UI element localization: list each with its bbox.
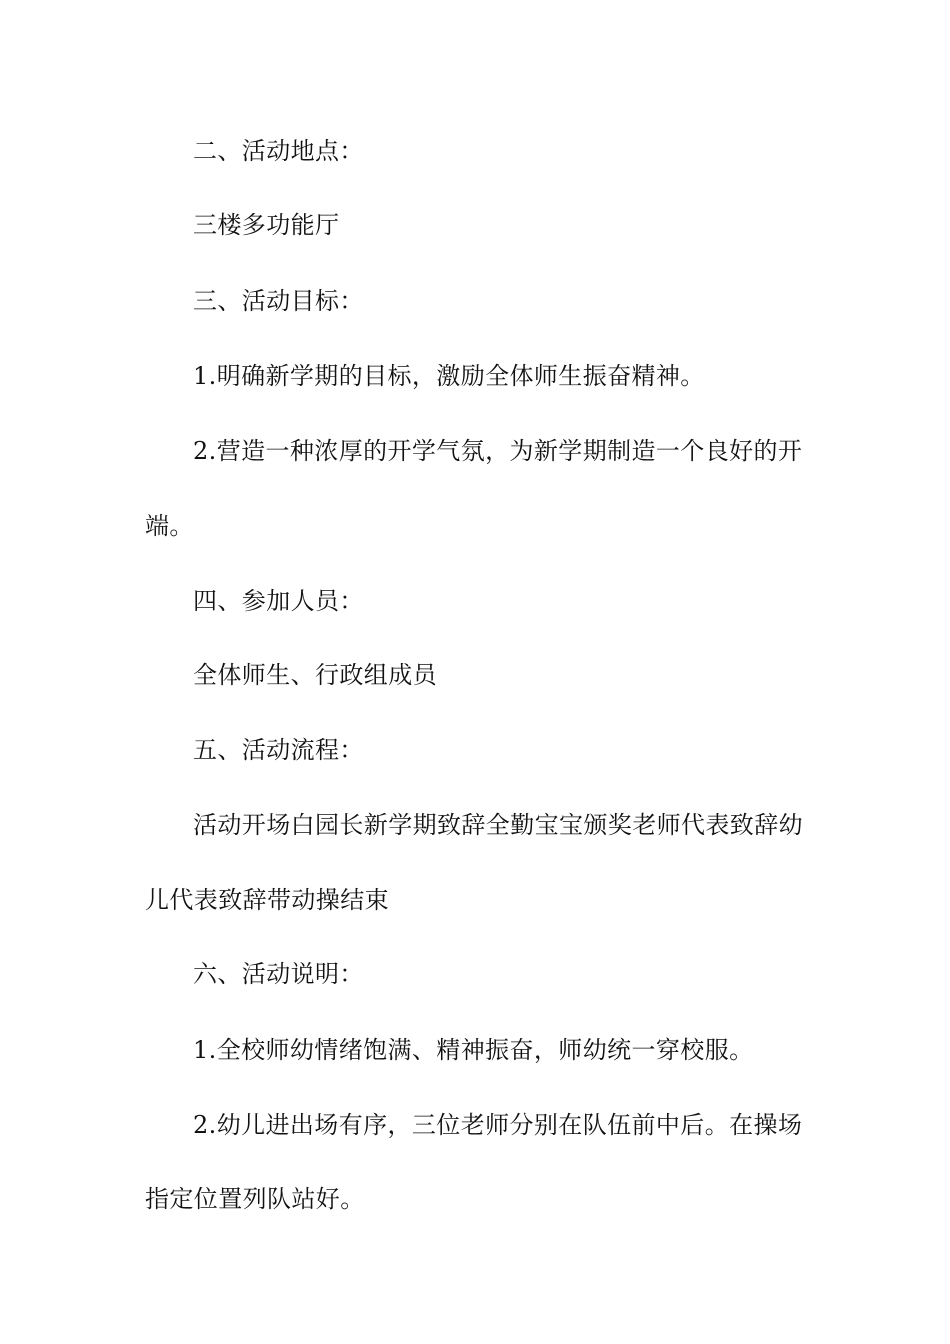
heading-activity-process: 五、活动流程： [193,736,364,764]
paragraph-process-line-1: 活动开场白园长新学期致辞全勤宝宝颁奖老师代表致辞幼 [193,811,803,839]
heading-activity-notes: 六、活动说明： [193,960,364,988]
paragraph-location: 三楼多功能厅 [193,211,340,239]
paragraph-goal-2-line-1: 2.营造一种浓厚的开学气氛，为新学期制造一个良好的开 [193,437,803,465]
paragraph-goal-2-line-2: 端。 [145,512,194,540]
heading-activity-location: 二、活动地点： [193,137,364,165]
paragraph-note-1: 1.全校师幼情绪饱满、精神振奋，师幼统一穿校服。 [193,1036,754,1064]
paragraph-participants: 全体师生、行政组成员 [193,661,437,689]
heading-activity-goals: 三、活动目标： [193,287,364,315]
paragraph-note-2-line-2: 指定位置列队站好。 [145,1185,365,1213]
paragraph-note-2-line-1: 2.幼儿进出场有序，三位老师分别在队伍前中后。在操场 [193,1111,803,1139]
paragraph-goal-1: 1.明确新学期的目标，激励全体师生振奋精神。 [193,362,705,390]
heading-participants: 四、参加人员： [193,587,364,615]
paragraph-process-line-2: 儿代表致辞带动操结束 [145,886,389,914]
